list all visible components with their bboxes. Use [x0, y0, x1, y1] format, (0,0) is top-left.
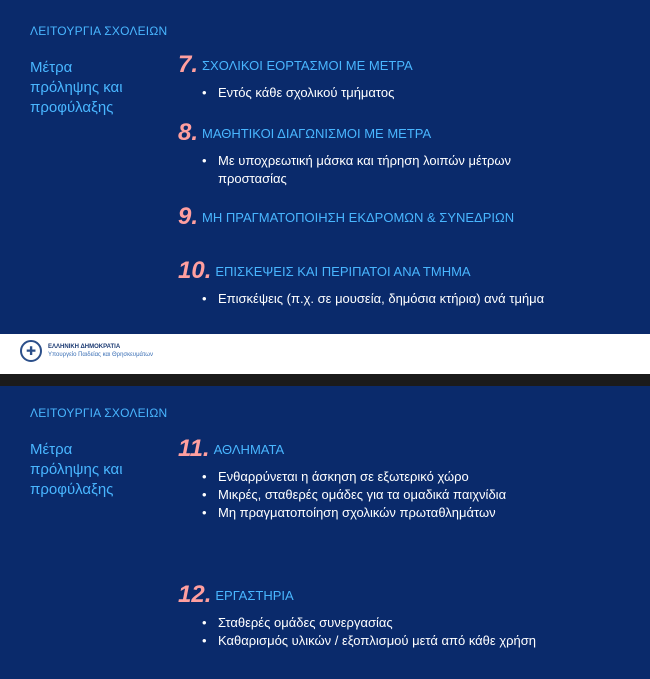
item-number: 10.	[178, 257, 212, 284]
item-number: 12.	[178, 581, 212, 608]
side-title-line: Μέτρα	[30, 441, 73, 458]
measure-item-12	[178, 582, 630, 650]
side-title-line: προφύλαξης	[30, 481, 114, 498]
bullet-list	[178, 468, 630, 522]
side-title	[30, 58, 160, 118]
side-title-line: πρόληψης και	[30, 461, 123, 478]
ministry-logo	[20, 340, 153, 362]
measure-item-11	[178, 436, 630, 522]
item-title: ΑΘΛΗΜΑΤΑ	[213, 442, 285, 457]
bullet-item: • Εντός κάθε σχολικού τμήματος	[202, 84, 630, 102]
greek-emblem-icon: ✚	[20, 340, 42, 362]
bullet-list	[178, 290, 630, 308]
bullet-list	[178, 152, 630, 188]
item-number: 8.	[178, 119, 199, 146]
slide-separator	[0, 374, 650, 386]
side-title	[30, 440, 160, 500]
slide-1	[0, 0, 650, 334]
bullet-item: • Ενθαρρύνεται η άσκηση σε εξωτερικό χώρο	[202, 468, 630, 486]
bullet-continuation	[202, 170, 630, 188]
bullet-item: • Επισκέψεις (π.χ. σε μουσεία, δημόσια κτήρια) ανά τμήμα	[202, 290, 630, 308]
side-title-line: προφύλαξης	[30, 99, 114, 116]
bullet-item: • Μη πραγματοποίηση σχολικών πρωταθλημάτων	[202, 504, 630, 522]
logo-line-1: ΕΛΛΗΝΙΚΗ ΔΗΜΟΚΡΑΤΙΑ	[48, 344, 121, 350]
bullet-list	[178, 84, 630, 102]
bullet-item: • Καθαρισμός υλικών / εξοπλισμού μετά από κάθε χρήση	[202, 632, 630, 650]
section-label: ΛΕΙΤΟΥΡΓΙΑ ΣΧΟΛΕΙΩΝ	[30, 24, 168, 38]
item-title: ΜΑΘΗΤΙΚΟΙ ΔΙΑΓΩΝΙΣΜΟΙ ΜΕ ΜΕΤΡΑ	[202, 126, 432, 141]
bullet-list	[178, 614, 630, 650]
measure-item-8	[178, 120, 630, 188]
side-title-line: πρόληψης και	[30, 79, 123, 96]
bullet-item: • Σταθερές ομάδες συνεργασίας	[202, 614, 630, 632]
measure-item-7	[178, 52, 630, 102]
logo-line-2: Υπουργείο Παιδείας και Θρησκευμάτων	[48, 352, 153, 358]
item-title: ΕΡΓΑΣΤΗΡΙΑ	[215, 588, 294, 603]
bullet-continuation-text: προστασίας	[218, 171, 287, 186]
bullet-item: • Με υποχρεωτική μάσκα και τήρηση λοιπών μέτρων	[202, 152, 630, 170]
bullet-item: • Μικρές, σταθερές ομάδες για τα ομαδικά παιχνίδια	[202, 486, 630, 504]
item-number: 7.	[178, 51, 199, 78]
item-number: 11.	[178, 435, 210, 462]
slide-2	[0, 386, 650, 679]
item-number: 9.	[178, 203, 199, 230]
item-title: ΣΧΟΛΙΚΟΙ ΕΟΡΤΑΣΜΟΙ ΜΕ ΜΕΤΡΑ	[202, 58, 413, 73]
section-label: ΛΕΙΤΟΥΡΓΙΑ ΣΧΟΛΕΙΩΝ	[30, 406, 168, 420]
measure-item-9	[178, 204, 630, 230]
item-title: ΜΗ ΠΡΑΓΜΑΤΟΠΟΙΗΣΗ ΕΚΔΡΟΜΩΝ & ΣΥΝΕΔΡΙΩΝ	[202, 210, 515, 225]
side-title-line: Μέτρα	[30, 59, 73, 76]
item-title: ΕΠΙΣΚΕΨΕΙΣ ΚΑΙ ΠΕΡΙΠΑΤΟΙ ΑΝΑ ΤΜΗΜΑ	[215, 264, 471, 279]
measure-item-10	[178, 258, 630, 308]
